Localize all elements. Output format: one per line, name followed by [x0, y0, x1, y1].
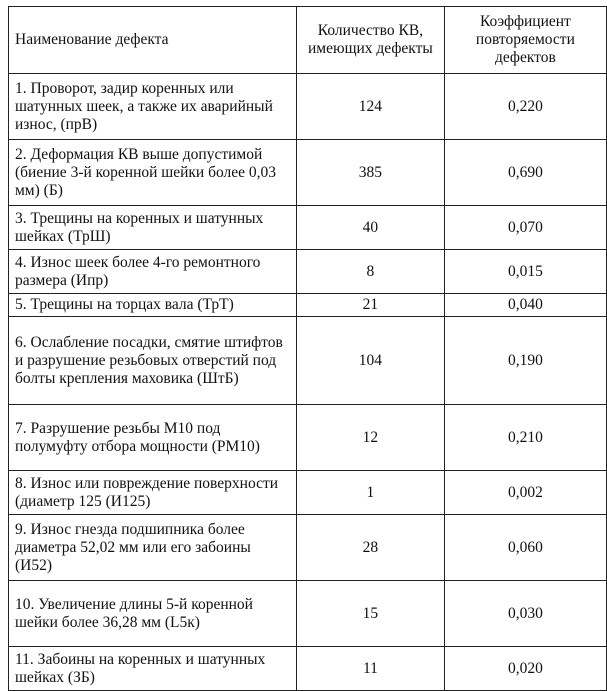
defect-count: 15 [297, 581, 445, 647]
defects-table [8, 6, 607, 691]
header-defect-name: Наименование дефекта [9, 7, 297, 74]
defect-coefficient: 0,002 [444, 471, 606, 515]
defect-name: 3. Трещины на коренных и шатунных шейках (ТрШ) [9, 206, 297, 250]
table-row [9, 140, 607, 206]
defect-count: 11 [297, 647, 445, 691]
header-row [9, 7, 607, 74]
defect-count: 104 [297, 317, 445, 405]
defect-name: 7. Разрушение резьбы М10 под полумуфту отбора мощности (РМ10) [9, 405, 297, 471]
defect-count: 1 [297, 471, 445, 515]
header-count: Количество КВ, имеющих дефекты [297, 7, 445, 74]
defect-coefficient: 0,030 [444, 581, 606, 647]
table-row [9, 74, 607, 140]
header-coefficient: Коэффициент повторяемости дефектов [444, 7, 606, 74]
defect-name: 4. Износ шеек более 4-го ремонтного размера (Ипр) [9, 250, 297, 294]
defect-count: 124 [297, 74, 445, 140]
defect-name: 6. Ослабление посадки, смятие штифтов и разрушение резьбовых отверстий под болты крепления маховика (ШтБ) [9, 317, 297, 405]
defect-name: 10. Увеличение длины 5-й коренной шейки более 36,28 мм (L5к) [9, 581, 297, 647]
defect-coefficient: 0,210 [444, 405, 606, 471]
table-row [9, 471, 607, 515]
defect-count: 40 [297, 206, 445, 250]
defect-count: 8 [297, 250, 445, 294]
table-row [9, 581, 607, 647]
table-row [9, 317, 607, 405]
defect-name: 11. Забоины на коренных и шатунных шейках (ЗБ) [9, 647, 297, 691]
table-row [9, 405, 607, 471]
defect-count: 385 [297, 140, 445, 206]
defect-name: 9. Износ гнезда подшипника более диаметра 52,02 мм или его забоины (И52) [9, 515, 297, 581]
table-row [9, 206, 607, 250]
defect-name: 1. Проворот, задир коренных или шатунных шеек, а также их аварийный износ, (прВ) [9, 74, 297, 140]
defect-count: 12 [297, 405, 445, 471]
defect-coefficient: 0,220 [444, 74, 606, 140]
defect-count: 28 [297, 515, 445, 581]
defect-name: 2. Деформация КВ выше допустимой (биение 3-й коренной шейки более 0,03 мм) (Б) [9, 140, 297, 206]
defect-name: 5. Трещины на торцах вала (ТрТ) [9, 294, 297, 317]
defect-count: 21 [297, 294, 445, 317]
defect-coefficient: 0,015 [444, 250, 606, 294]
defect-coefficient: 0,070 [444, 206, 606, 250]
defect-name: 8. Износ или повреждение поверхности (диаметр 125 (И125) [9, 471, 297, 515]
table-row [9, 647, 607, 691]
table-row [9, 294, 607, 317]
defect-coefficient: 0,020 [444, 647, 606, 691]
defect-coefficient: 0,060 [444, 515, 606, 581]
table-row [9, 250, 607, 294]
defect-coefficient: 0,040 [444, 294, 606, 317]
table-row [9, 515, 607, 581]
defect-coefficient: 0,190 [444, 317, 606, 405]
defect-coefficient: 0,690 [444, 140, 606, 206]
